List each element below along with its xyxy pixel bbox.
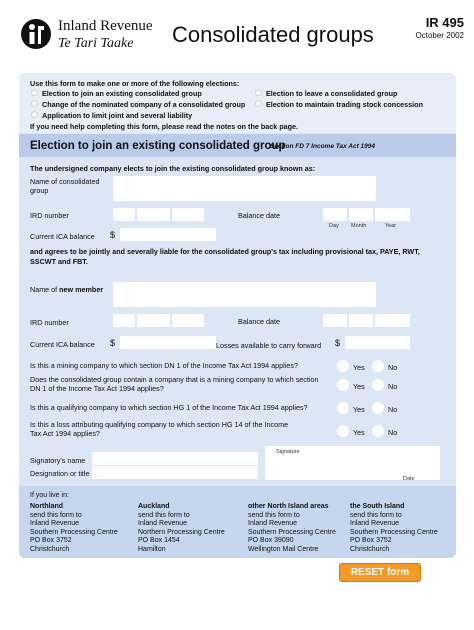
option-radio[interactable] [255, 89, 262, 96]
losses-label: Losses available to carry forward [216, 341, 322, 350]
balance-day-input[interactable] [323, 208, 347, 221]
option-label: Election to join an existing consolidated group [42, 89, 202, 98]
member-ica-label: Current ICA balance [30, 340, 95, 349]
no-radio[interactable] [372, 379, 384, 391]
address-block-auckland: Auckland send this form to Inland Revenue Northern Processing Centre PO Box 1454 Hamilton [138, 503, 225, 553]
no-label: No [388, 428, 398, 437]
org-maori-name: Te Tari Taake [58, 36, 134, 51]
ird-input-3[interactable] [172, 208, 204, 221]
question-mining: Is this a mining company to which section DN 1 of the Income Tax Act 1994 applies? [30, 361, 298, 370]
member-balance-date-label: Balance date [238, 317, 280, 326]
form-date: October 2002 [415, 31, 464, 40]
yes-label: Yes [353, 363, 365, 372]
help-text: If you need help completing this form, please read the notes on the back page. [30, 122, 298, 131]
ird-input-1[interactable] [113, 208, 135, 221]
member-name-label: Name of new member [30, 285, 104, 294]
option-label: Change of the nominated company of a consolidated group [42, 100, 246, 109]
balance-year-input[interactable] [375, 208, 410, 221]
option-label: Application to limit joint and several liability [42, 111, 193, 120]
day-label: Day [329, 223, 339, 229]
reset-form-button[interactable]: RESET form [339, 563, 421, 582]
signature-label: Signature [276, 449, 300, 455]
option-label: Election to maintain trading stock concession [266, 100, 423, 109]
page-title: Consolidated groups [172, 22, 374, 47]
member-ird-label: IRD number [30, 318, 69, 327]
no-label: No [388, 405, 398, 414]
ica-balance-input[interactable] [120, 228, 216, 241]
yes-label: Yes [353, 382, 365, 391]
option-radio[interactable] [31, 111, 38, 118]
designation-label: Designation or title [30, 469, 90, 478]
option-radio[interactable] [31, 89, 38, 96]
section-intro: The undersigned company elects to join the existing consolidated group known as: [30, 164, 316, 173]
intro-instruction: Use this form to make one or more of the following elections: [30, 79, 240, 88]
member-ica-balance-input[interactable] [120, 336, 216, 349]
month-label: Month [351, 223, 367, 229]
yes-radio[interactable] [337, 402, 349, 414]
member-ird-input-3[interactable] [172, 314, 204, 327]
designation-input[interactable] [92, 466, 258, 479]
yes-label: Yes [353, 405, 365, 414]
yes-radio[interactable] [337, 360, 349, 372]
no-radio[interactable] [372, 402, 384, 414]
address-block-south-island: the South Island send this form to Inland Revenue Southern Processing Centre PO Box 3752 Christchurch [350, 503, 438, 553]
balance-month-input[interactable] [349, 208, 373, 221]
section-title: Election to join an existing consolidated group [30, 140, 286, 152]
member-ird-input-2[interactable] [137, 314, 170, 327]
section-reference: Section FD 7 Income Tax Act 1994 [270, 143, 375, 150]
ird-input-2[interactable] [137, 208, 170, 221]
footer-intro: If you live in: [30, 492, 69, 499]
yes-radio[interactable] [337, 425, 349, 437]
currency-sign: $ [335, 338, 341, 348]
losses-input[interactable] [345, 336, 410, 349]
question-group-mining: Does the consolidated group contain a company that is a mining company to which section DN 1 of the Income Tax Act 1994 applies? [30, 375, 319, 393]
member-balance-day-input[interactable] [323, 314, 347, 327]
member-balance-month-input[interactable] [349, 314, 373, 327]
yes-label: Yes [353, 428, 365, 437]
balance-date-label: Balance date [238, 211, 280, 220]
no-radio[interactable] [372, 425, 384, 437]
date-label: Date [403, 476, 415, 482]
member-ird-input-1[interactable] [113, 314, 135, 327]
address-block-north-island: other North Island areas send this form to Inland Revenue Southern Processing Centre PO Box 39090 Wellington Mail Centre [248, 503, 336, 553]
currency-sign: $ [110, 230, 116, 240]
no-label: No [388, 363, 398, 372]
question-qualifying: Is this a qualifying company to which section HG 1 of the Income Tax Act 1994 applies? [30, 403, 308, 412]
option-radio[interactable] [255, 100, 262, 107]
address-block-northland: Northland send this form to Inland Revenue Southern Processing Centre PO Box 3752 Christchurch [30, 503, 118, 553]
option-radio[interactable] [31, 100, 38, 107]
signatory-label: Signatory's name [30, 456, 86, 465]
signatory-input[interactable] [92, 452, 258, 465]
group-name-label: Name of consolidated group [30, 177, 100, 195]
year-label: Year [385, 223, 397, 229]
currency-sign: $ [110, 338, 116, 348]
form-code: IR 495 [425, 15, 464, 30]
yes-radio[interactable] [337, 379, 349, 391]
group-name-input[interactable] [113, 176, 376, 201]
member-name-input[interactable] [113, 282, 376, 307]
no-label: No [388, 382, 398, 391]
inland-revenue-logo-icon [20, 18, 52, 50]
question-loss-attributing: Is this a loss attributing qualifying company to which section HG 14 of the Income Tax Act 1994 applies? [30, 420, 289, 438]
option-label: Election to leave a consolidated group [266, 89, 398, 98]
no-radio[interactable] [372, 360, 384, 372]
ird-label: IRD number [30, 211, 69, 220]
member-balance-year-input[interactable] [375, 314, 410, 327]
ica-label: Current ICA balance [30, 232, 95, 241]
org-name: Inland Revenue [58, 18, 153, 34]
agreement-text: and agrees to be jointly and severally liable for the consolidated group's tax including provisional tax, PAYE, RWT, SSCWT and FBT. [30, 247, 420, 266]
